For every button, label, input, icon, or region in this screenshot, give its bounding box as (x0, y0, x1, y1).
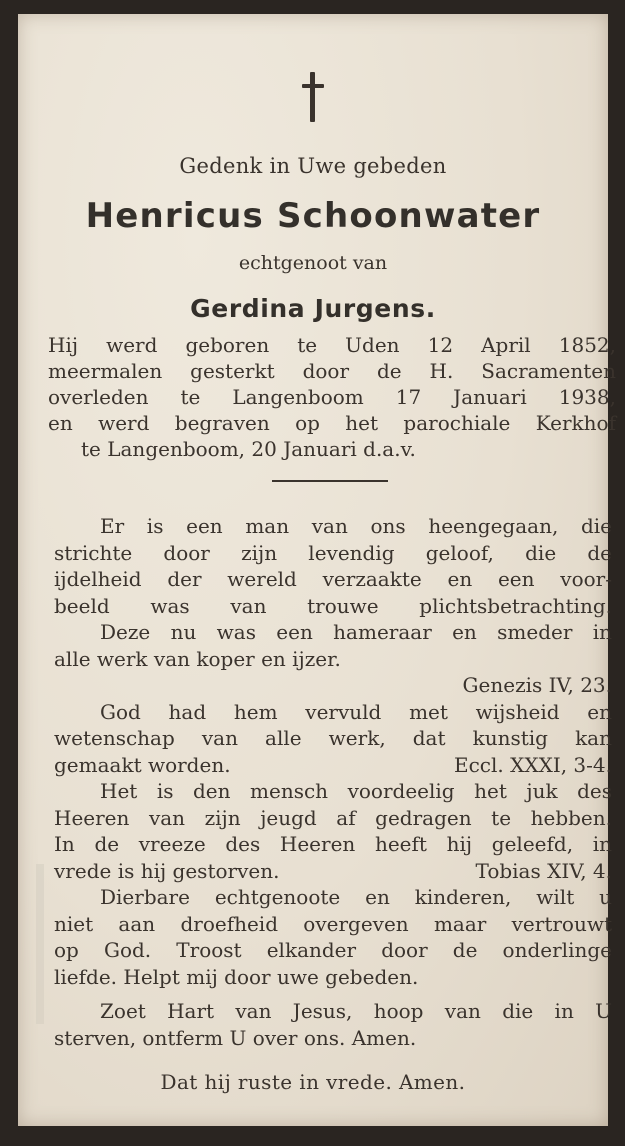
text-line: vrede is hij gestorven. (54, 858, 280, 883)
paper-wear-mark (36, 864, 44, 1024)
text-line-with-reference (54, 752, 612, 779)
text-line: niet aan droefheid overgeven maar vertrouwt (54, 911, 612, 936)
text-line: beeld was van trouwe plichtsbetrachting. (54, 593, 612, 618)
text-line: In de vreeze des Heeren heeft hij geleefd, in (54, 832, 612, 856)
text-line: Dierbare echtgenoote en kinderen, wilt u (100, 885, 612, 909)
text-line: liefde. Helpt mij door uwe gebeden. (54, 964, 419, 989)
text-line: ijdelheid der wereld verzaakte en een voor- (54, 567, 612, 591)
bio-line: meermalen gesterkt door de H. Sacramenten (48, 359, 616, 383)
text-line: Heeren van zijn jeugd af gedragen te hebben. (54, 805, 612, 830)
bio-line: te Langenboom, 20 Januari d.a.v. (81, 437, 416, 461)
memorial-text (54, 513, 612, 1051)
text-line: wetenschap van alle werk, dat kunstig kan (54, 726, 612, 750)
text-line: gemaakt worden. (54, 752, 231, 777)
bio-line: overleden te Langenboom 17 Januari 1938, (48, 385, 616, 409)
text-line: op God. Troost elkander door de onderlinge (54, 938, 612, 962)
divider (272, 480, 388, 482)
cross-icon (302, 72, 324, 122)
memorial-card (18, 14, 616, 1126)
text-line: God had hem vervuld met wijsheid en (100, 699, 612, 724)
text-line: Zoet Hart van Jesus, hoop van die in U (100, 999, 612, 1023)
text-line: alle werk van koper en ijzer. (54, 646, 341, 671)
spouse-name: Gerdina Jurgens. (190, 294, 436, 323)
card-content (18, 14, 616, 1126)
bio-line: en werd begraven op het parochiale Kerkhof (48, 411, 616, 435)
scripture-reference: Tobias XIV, 4. (475, 858, 612, 883)
text-line: Deze nu was een hameraar en smeder in (100, 620, 612, 644)
spouse-intro: echtgenoot van (238, 252, 388, 274)
text-line-with-reference (54, 858, 612, 885)
text-line: strichte door zijn levendig geloof, die de (54, 540, 612, 565)
closing-prayer: Dat hij ruste in vrede. Amen. (160, 1070, 466, 1094)
deceased-name: Henricus Schoonwater (85, 196, 541, 236)
scripture-reference: Genezis IV, 23. (462, 673, 612, 697)
scripture-reference: Eccl. XXXI, 3-4. (453, 752, 612, 777)
header-text: Gedenk in Uwe gebeden (179, 154, 447, 178)
text-line: sterven, ontferm U over ons. Amen. (54, 1025, 417, 1050)
text-line: Er is een man van ons heengegaan, die (100, 514, 612, 538)
bio-line: Hij werd geboren te Uden 12 April 1852, (48, 333, 616, 357)
biography (48, 332, 616, 462)
text-line: Het is den mensch voordeelig het juk des (100, 779, 612, 803)
